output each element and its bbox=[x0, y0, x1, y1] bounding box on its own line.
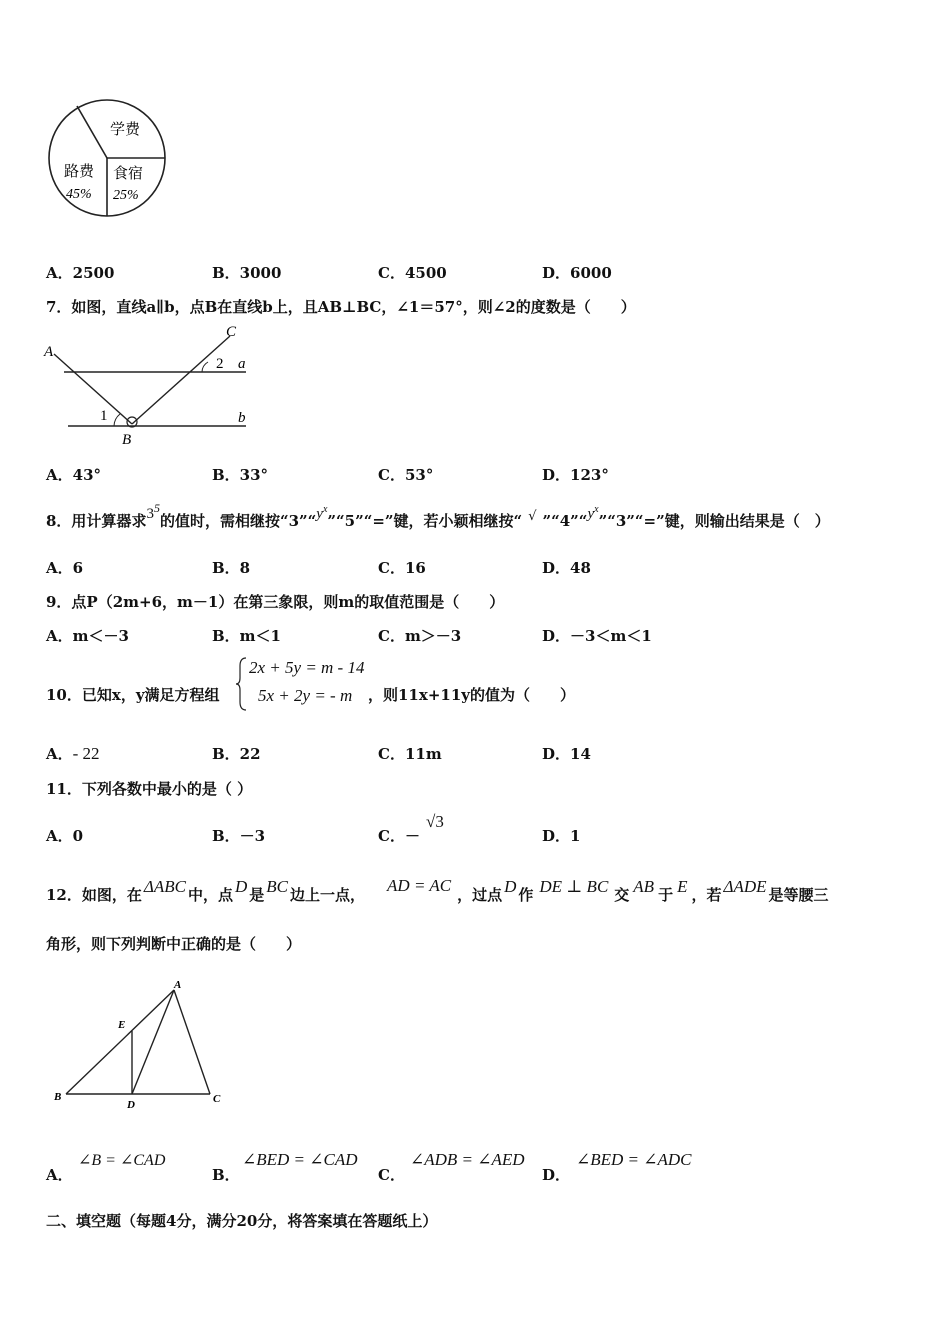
q7-label-line-b: b bbox=[238, 410, 246, 426]
q8-key-yx-exp: x bbox=[322, 504, 328, 515]
q8-key-sqrt: √ bbox=[528, 509, 537, 524]
q8-option-b: B．8 bbox=[212, 559, 251, 577]
q12-option-a-expr: ∠B = ∠CAD bbox=[78, 1152, 166, 1169]
q12-option-c-expr: ∠ADB = ∠AED bbox=[410, 1150, 525, 1169]
q11-option-a: A．0 bbox=[46, 827, 84, 845]
section-2-heading: 二、填空题（每题4分，满分20分，将答案填在答题纸上） bbox=[46, 1212, 438, 1230]
q10-option-d: D．14 bbox=[542, 745, 591, 763]
q10-option-c: C．11m bbox=[378, 745, 442, 763]
q7-stem: 7．如图，直线a∥b，点B在直线b上，且AB⊥BC，∠1＝57°，则∠2的度数是（ ） bbox=[46, 298, 636, 316]
pie-label-travel: 路费 bbox=[64, 164, 95, 180]
q7-label-a-point: A bbox=[44, 344, 54, 360]
q12-option-b-expr: ∠BED = ∠CAD bbox=[242, 1150, 358, 1169]
q8-power-exp: 5 bbox=[153, 501, 160, 515]
q12-option-d-expr: ∠BED = ∠ADC bbox=[576, 1150, 692, 1169]
q10-stem-a: 10．已知x，y满足方程组 bbox=[46, 686, 220, 704]
q7-label-b-point: B bbox=[122, 432, 132, 448]
q12-label-a: A bbox=[174, 979, 182, 991]
pie-chart-figure bbox=[44, 96, 172, 220]
pie-label-board-pct: 25% bbox=[113, 188, 139, 203]
q8-stem bbox=[46, 501, 830, 531]
q12-ad-eq-ac: AD = AC bbox=[387, 876, 452, 895]
q12-option-c: C． bbox=[378, 1166, 405, 1184]
q6-option-d: D．6000 bbox=[542, 264, 612, 282]
q11-option-c-sqrt3: √3 bbox=[426, 812, 444, 831]
pie-label-travel-pct: 45% bbox=[66, 187, 92, 202]
q7-option-b: B．33° bbox=[212, 466, 269, 484]
pie-label-board: 食宿 bbox=[113, 166, 144, 182]
q9-stem: 9．点P（2m+6，m－1）在第三象限，则m的取值范围是（ ） bbox=[46, 593, 505, 611]
q10-option-a: A．- 22 bbox=[46, 744, 100, 763]
q12-option-d: D． bbox=[542, 1166, 571, 1184]
q7-option-c: C．53° bbox=[378, 466, 434, 484]
q11-option-c: C．－ bbox=[378, 827, 420, 845]
q7-label-angle2: 2 bbox=[216, 356, 224, 372]
q7-option-a: A．43° bbox=[46, 466, 102, 484]
q10-option-a-value: - 22 bbox=[72, 744, 100, 763]
q6-option-a: A．2500 bbox=[46, 264, 115, 282]
q10-brace bbox=[236, 656, 248, 712]
q12-stem-line1: 12．如图，在 ΔABC 中，点 D 是 BC 边上一点， AD = AC ，过点 D 作 DE ⊥ BC 交 AB 于 E ，若 ΔADE 是等腰三 bbox=[46, 876, 829, 904]
q8-key-yx-exp-2: x bbox=[594, 504, 599, 515]
q10-stem-b: ，则11x+11y的值为（ ） bbox=[368, 686, 575, 704]
q7-figure bbox=[40, 320, 260, 448]
q12-de-perp-bc: DE ⊥ BC bbox=[539, 877, 609, 896]
q8-stem-c: ”“5”“=”键，若小颖相继按“ bbox=[327, 512, 523, 530]
q7-label-line-a: a bbox=[238, 356, 246, 372]
q12-label-e: E bbox=[118, 1019, 126, 1031]
q12-stem-line2: 角形，则下列判断中正确的是（ ） bbox=[46, 935, 302, 953]
q7-option-d: D．123° bbox=[542, 466, 609, 484]
q11-option-d: D．1 bbox=[542, 827, 581, 845]
q8-option-d: D．48 bbox=[542, 559, 591, 577]
q9-option-d: D．－3＜m＜1 bbox=[542, 627, 652, 645]
q9-option-b: B．m＜1 bbox=[212, 627, 281, 645]
q8-option-c: C．16 bbox=[378, 559, 426, 577]
q10-eq1: 2x + 5y = m - 14 bbox=[249, 658, 365, 677]
q8-option-a: A．6 bbox=[46, 559, 84, 577]
q12-label-b: B bbox=[54, 1091, 62, 1103]
q12-figure bbox=[48, 976, 232, 1114]
q12-triangle-ade: ΔADE bbox=[723, 877, 767, 896]
q12-label-c: C bbox=[213, 1093, 221, 1105]
q12-label-d: D bbox=[127, 1099, 135, 1111]
q8-power-base: 3 bbox=[146, 506, 154, 522]
q8-key-yx-2: y bbox=[587, 506, 595, 522]
q11-option-b: B．－3 bbox=[212, 827, 266, 845]
q9-option-c: C．m＞－3 bbox=[378, 627, 462, 645]
q12-triangle-abc: ΔABC bbox=[143, 877, 186, 896]
q9-option-a: A．m＜－3 bbox=[46, 627, 129, 645]
q8-stem-e: ”“3”“=”键，则输出结果是（ ） bbox=[598, 512, 830, 530]
q6-option-c: C．4500 bbox=[378, 264, 447, 282]
q7-label-angle1: 1 bbox=[100, 408, 108, 424]
q10-option-b: B．22 bbox=[212, 745, 261, 763]
q8-stem-d: ”“4”“ bbox=[542, 512, 588, 530]
q11-stem: 11．下列各数中最小的是（ ） bbox=[46, 780, 253, 798]
q8-stem-a: 8．用计算器求 bbox=[46, 512, 147, 530]
q8-stem-b: 的值时，需相继按“3”“ bbox=[159, 512, 317, 530]
pie-label-tuition: 学费 bbox=[110, 122, 141, 138]
q12-option-b: B． bbox=[212, 1166, 240, 1184]
q12-option-a: A． bbox=[46, 1166, 73, 1184]
q7-label-c-point: C bbox=[226, 324, 237, 340]
q6-option-b: B．3000 bbox=[212, 264, 282, 282]
q10-eq2: 5x + 2y = - m bbox=[258, 686, 353, 705]
q8-key-yx: y bbox=[316, 506, 323, 522]
